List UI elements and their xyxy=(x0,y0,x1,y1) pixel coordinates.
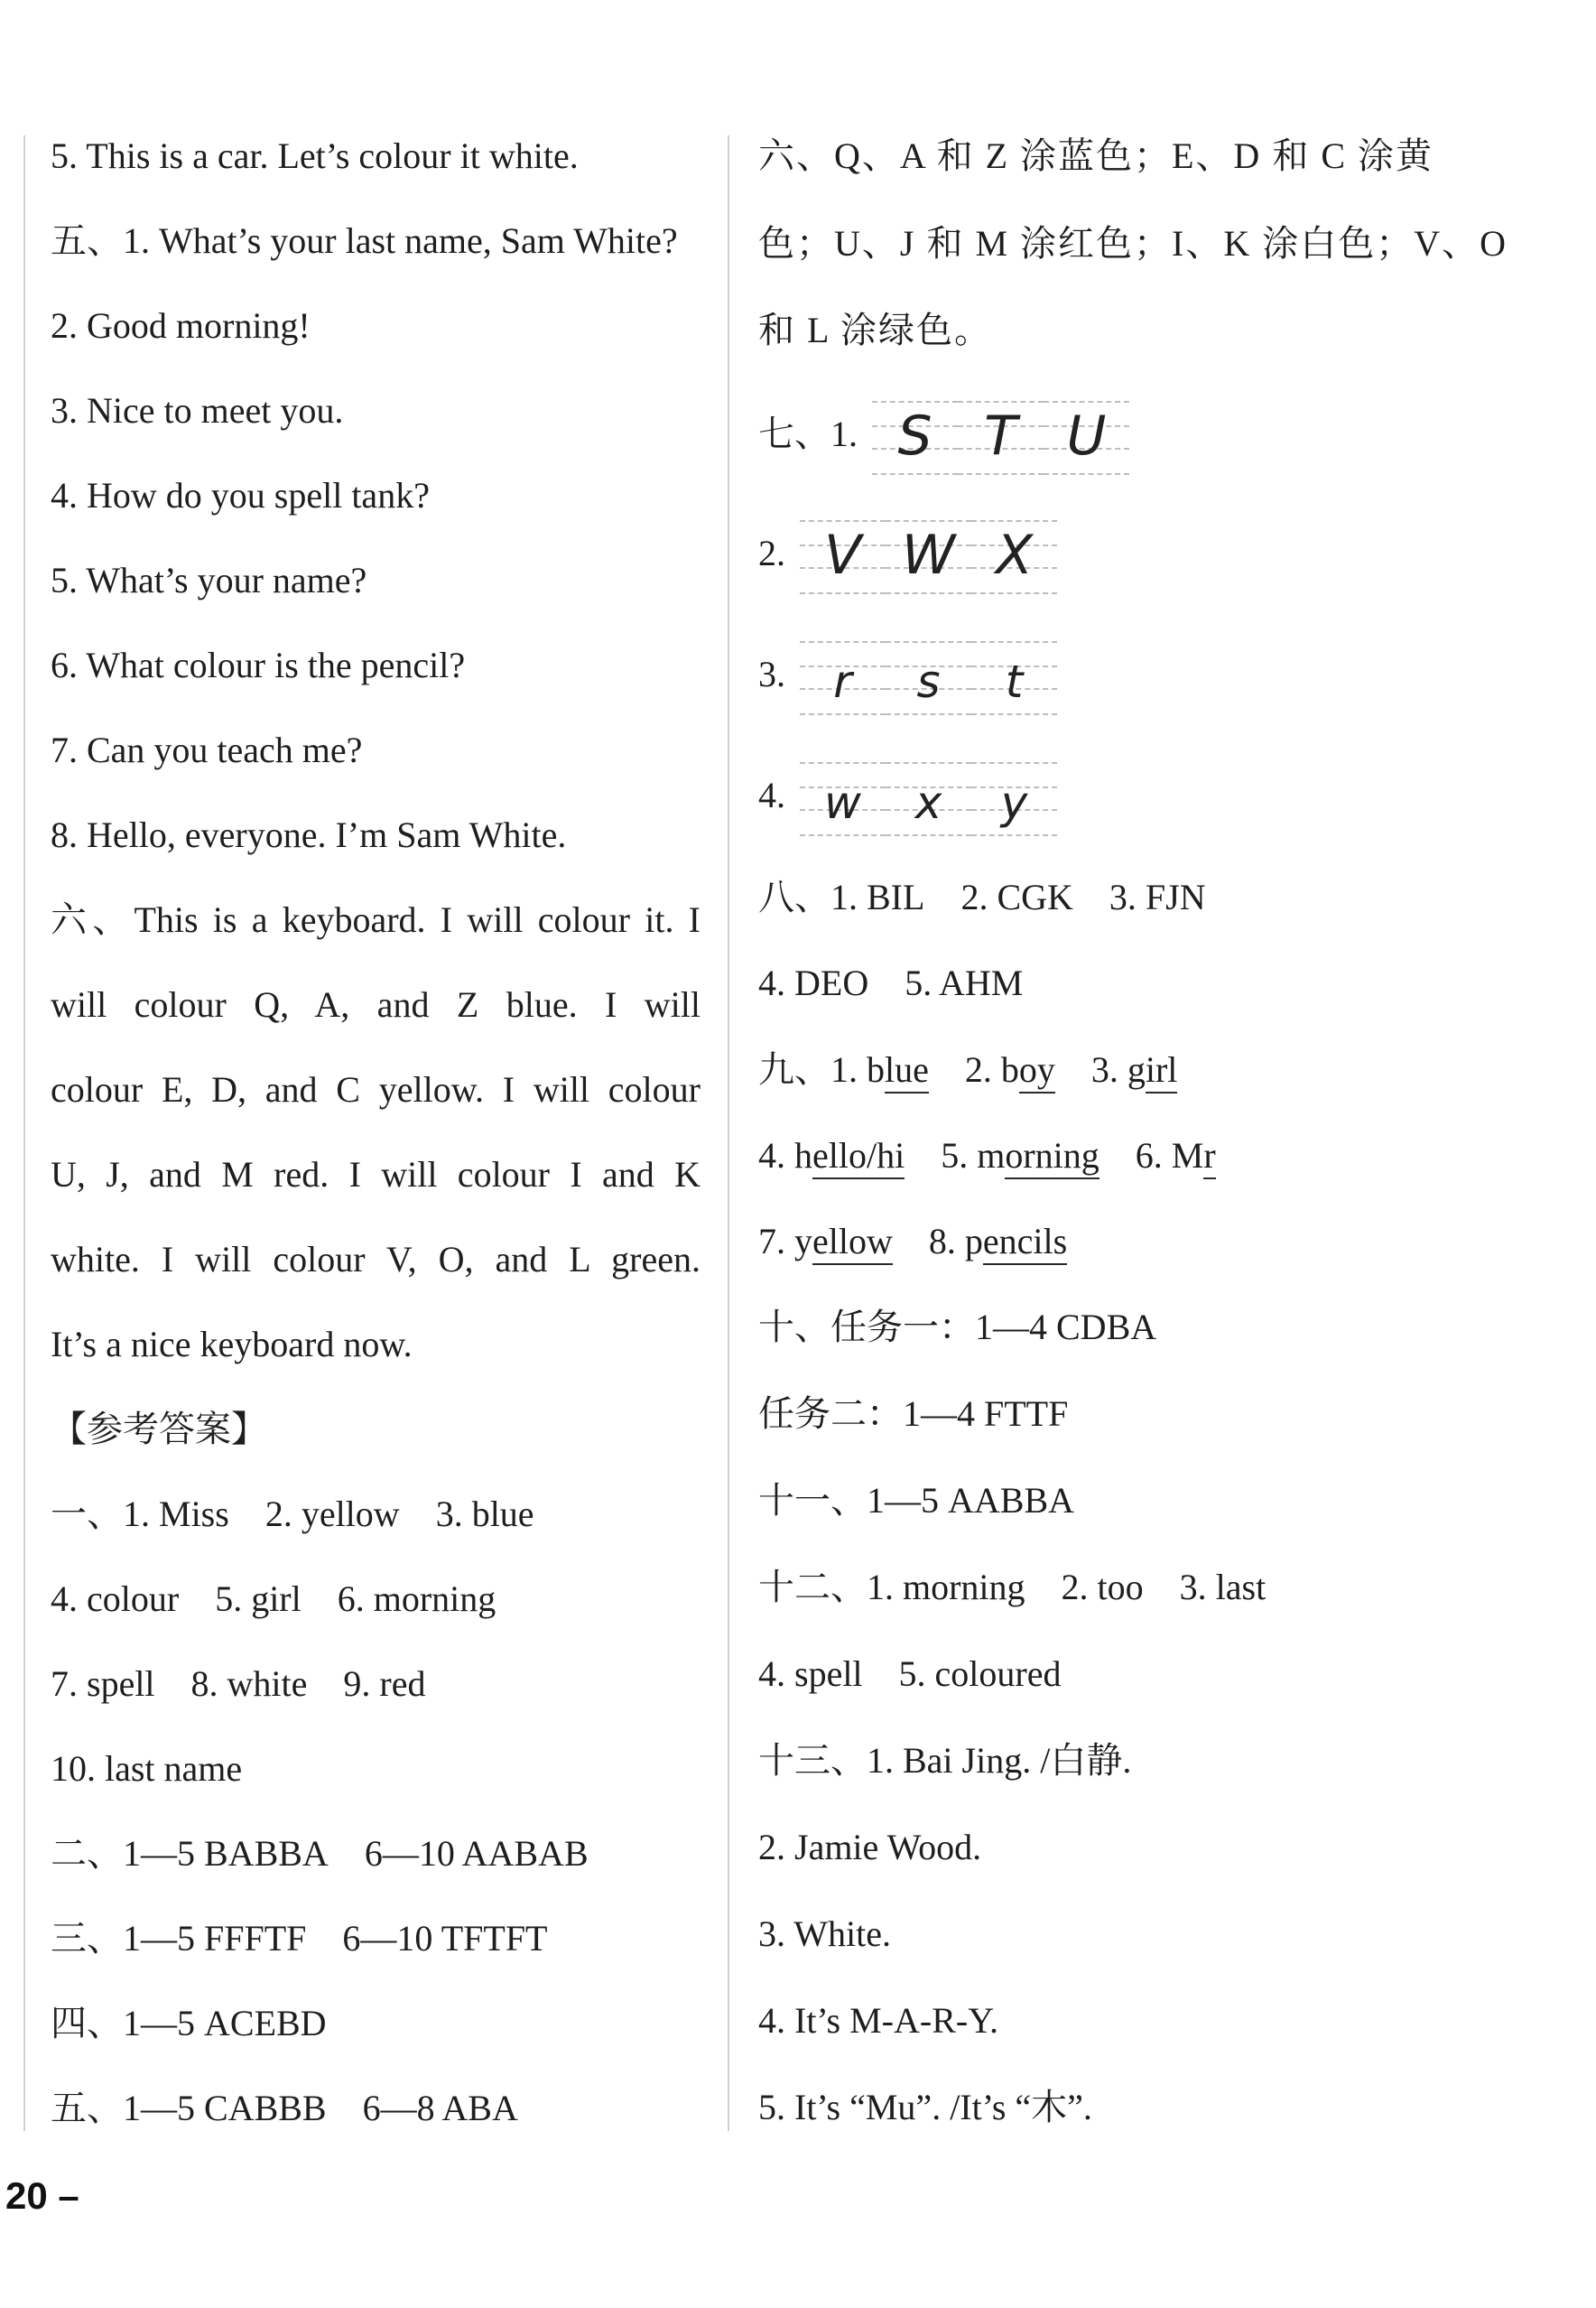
answer-line: 4. colour 5. girl 6. morning xyxy=(51,1578,496,1619)
answer-line: 八、1. BIL 2. CGK 3. FJN xyxy=(758,877,1206,917)
answer-key-heading: 【参考答案】 xyxy=(51,1409,267,1449)
answer-line: 一、1. Miss 2. yellow 3. blue xyxy=(51,1494,534,1534)
handwritten-letter: U xyxy=(1066,404,1107,468)
handwritten-letter: X xyxy=(995,523,1034,587)
text-line: 3. Nice to meet you. xyxy=(51,390,344,431)
text-line: colour E, D, and C yellow. I will colour xyxy=(51,1069,701,1110)
text-line: will colour Q, A, and Z blue. I will xyxy=(51,984,701,1025)
column-divider-left xyxy=(23,135,25,2131)
text-line: U, J, and M red. I will colour I and K xyxy=(51,1154,701,1195)
answer-line: 五、1—5 CABBB 6—8 ABA xyxy=(51,2088,518,2128)
answer-line: 九、1. blue 2. boy 3. girl xyxy=(758,1048,1177,1092)
handwritten-letter: w xyxy=(824,776,861,829)
answer-line: 4. It’s M-A-R-Y. xyxy=(758,2000,998,2041)
answer-line: 十、任务一：1—4 CDBA xyxy=(758,1307,1157,1347)
text-line: 和 L 涂绿色。 xyxy=(758,310,992,350)
handwritten-letter: T xyxy=(984,404,1017,468)
handwritten-letter: t xyxy=(1005,655,1024,708)
answer-line: 4. spell 5. coloured xyxy=(758,1653,1062,1694)
writing-row: 3. r s t xyxy=(758,634,1057,715)
section-label: 七、 xyxy=(758,414,830,454)
text-line: 六、This is a keyboard. I will colour it. I xyxy=(51,899,701,940)
text-line: 5. What’s your name? xyxy=(51,560,367,600)
handwritten-letter: r xyxy=(833,655,852,708)
answer-line: 5. It’s “Mu”. /It’s “木”. xyxy=(758,2087,1092,2127)
handwritten-letter: W xyxy=(901,523,956,587)
text-line: 5. This is a car. Let’s colour it white. xyxy=(51,135,579,176)
column-divider-middle xyxy=(728,135,729,2131)
text-line: 色；U、J 和 M 涂红色；I、K 涂白色；V、O xyxy=(758,223,1508,264)
text-line: 六、Q、A 和 Z 涂蓝色；E、D 和 C 涂黄 xyxy=(758,135,1434,176)
handwritten-letter: S xyxy=(897,404,933,468)
answer-line: 十二、1. morning 2. too 3. last xyxy=(758,1567,1267,1607)
handwritten-letter: s xyxy=(916,655,941,708)
handwritten-letter: V xyxy=(823,523,862,587)
text-line: It’s a nice keyboard now. xyxy=(51,1324,413,1364)
text-line: 8. Hello, everyone. I’m Sam White. xyxy=(51,814,567,855)
text-line: white. I will colour V, O, and L green. xyxy=(51,1239,701,1280)
answer-line: 十三、1. Bai Jing. /白静. xyxy=(758,1740,1132,1781)
answer-line: 7. yellow 8. pencils xyxy=(758,1220,1067,1263)
answer-line: 7. spell 8. white 9. red xyxy=(51,1663,426,1704)
answer-line: 3. White. xyxy=(758,1913,892,1954)
answer-line: 二、1—5 BABBA 6—10 AABAB xyxy=(51,1833,589,1874)
answer-line: 四、1—5 ACEBD xyxy=(51,2003,327,2043)
text-line: 4. How do you spell tank? xyxy=(51,475,430,516)
answer-line: 4. hello/hi 5. morning 6. Mr xyxy=(758,1134,1216,1177)
page-number: 20 – xyxy=(5,2174,79,2217)
text-line: 6. What colour is the pencil? xyxy=(51,645,466,685)
answer-line: 10. last name xyxy=(51,1748,243,1789)
writing-row: 2. V W X xyxy=(758,513,1057,594)
handwritten-letter: x xyxy=(914,776,942,829)
answer-line: 三、1—5 FFFTF 6—10 TFTFT xyxy=(51,1918,548,1959)
handwritten-letter: y xyxy=(1000,776,1028,829)
answer-line: 4. DEO 5. AHM xyxy=(758,963,1024,1003)
answer-line: 十一、1—5 AABBA xyxy=(758,1480,1075,1521)
writing-row: 七、1. S T U xyxy=(758,394,1129,475)
answer-line: 2. Jamie Wood. xyxy=(758,1827,982,1867)
answer-line: 任务二：1—4 FTTF xyxy=(758,1393,1069,1434)
text-line: 五、1. What’s your last name, Sam White? xyxy=(51,220,678,261)
text-line: 7. Can you teach me? xyxy=(51,730,363,770)
writing-row: 4. w x y xyxy=(758,755,1057,836)
text-line: 2. Good morning! xyxy=(51,305,311,346)
